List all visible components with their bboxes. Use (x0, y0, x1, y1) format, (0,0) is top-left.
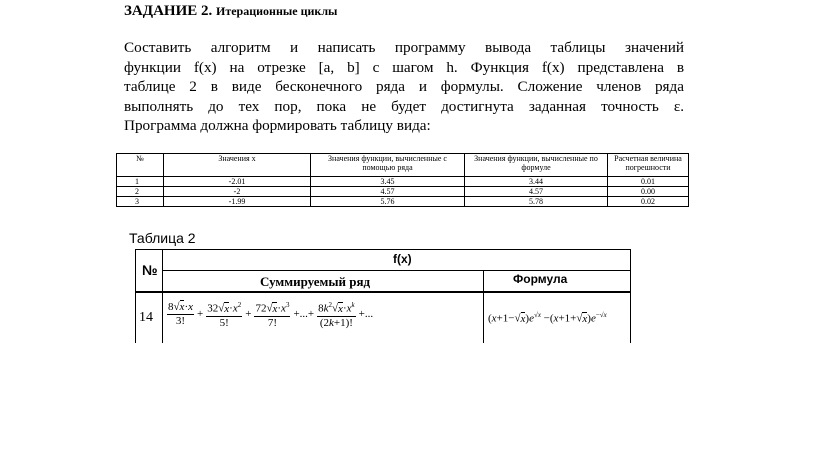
description-line: функции f(x) на отрезке [a, b] с шагом h. Функция f(x) представлена в (124, 58, 684, 76)
cell: 3.45 (311, 177, 465, 187)
table2-caption: Таблица 2 (129, 230, 196, 246)
cell: -2 (164, 187, 311, 197)
rule (135, 291, 631, 293)
col-formula-label: Формула (513, 272, 568, 286)
description-line: выполнять до тех пор, пока не будет достигнута заданная точность ε. (124, 97, 684, 115)
table-row (117, 197, 689, 207)
cell: 0.02 (608, 197, 689, 207)
col-fx-label: f(x) (393, 252, 412, 266)
cell: 5.78 (465, 197, 608, 207)
rule (483, 270, 484, 343)
col-series-label: Суммируемый ряд (260, 274, 371, 289)
cell: 4.57 (465, 187, 608, 197)
function-table (135, 249, 631, 343)
cell: 0.01 (608, 177, 689, 187)
col-header-error: Расчетная величина погрешности (608, 154, 689, 177)
task-number: ЗАДАНИЕ 2. (124, 3, 213, 19)
rule (162, 249, 163, 343)
table-row (117, 177, 689, 187)
task-title (124, 3, 337, 20)
col-header-series: Значения функции, вычисленные с помощью ряда (311, 154, 465, 177)
description-line: Составить алгоритм и написать программу вывода таблицы значений (124, 39, 684, 56)
series-formula: $\frac{8√x\cdot x}{3!}$ + $\frac{32√x\cdot x^2}{5!}$ + $\frac{72√x\cdot x^3}{7!}$ +...+ $\frac{8k^2√x\cdot x^k}{(2k+1)!}$ +... (168, 300, 374, 329)
cell: 1 (117, 177, 164, 187)
cell: 2 (117, 187, 164, 197)
closed-form-formula: $(x+1-√x)e^{√x} -(x+1+√x)e^{-√x}$ (488, 311, 607, 325)
col-header-number: № (117, 154, 164, 177)
cell: 5.76 (311, 197, 465, 207)
rule (630, 249, 631, 343)
col-header-formula: Значения функции, вычисленные по формуле (465, 154, 608, 177)
cell: 0.00 (608, 187, 689, 197)
description-line: Программа должна формировать таблицу вида: (124, 117, 431, 135)
task-subtitle: Итерационные циклы (216, 4, 338, 18)
cell: -1.99 (164, 197, 311, 207)
rule (135, 249, 136, 343)
rule (162, 270, 631, 271)
table-row (117, 187, 689, 197)
description-line: таблице 2 в виде бесконечного ряда и формулы. Сложение членов ряда (124, 78, 684, 96)
row-number: 14 (139, 310, 153, 325)
cell: -2.01 (164, 177, 311, 187)
task-description (124, 38, 684, 136)
col-number-label: № (142, 262, 158, 278)
cell: 4.57 (311, 187, 465, 197)
col-header-x: Значения x (164, 154, 311, 177)
table-header-row (117, 154, 689, 177)
rule (135, 249, 631, 250)
cell: 3 (117, 197, 164, 207)
cell: 3.44 (465, 177, 608, 187)
sample-output-table (116, 153, 689, 207)
